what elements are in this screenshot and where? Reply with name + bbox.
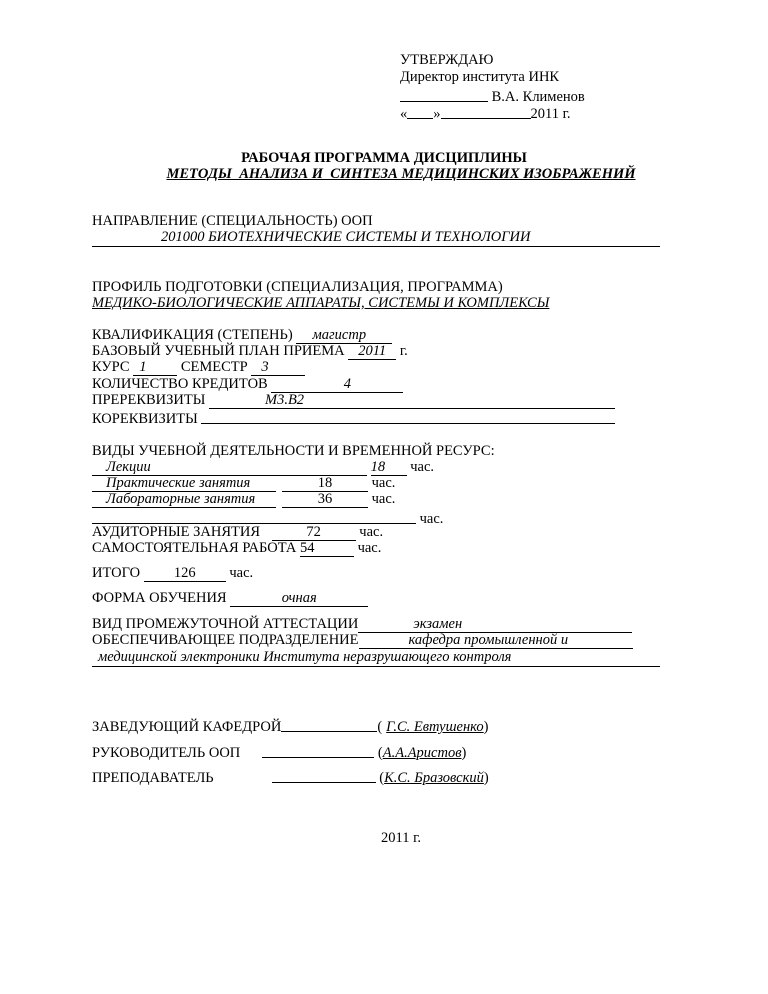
oop-signature-blank <box>262 743 374 758</box>
self-row <box>92 540 381 557</box>
qualification-value: магистр <box>296 328 392 344</box>
attestation-row <box>92 616 632 633</box>
classroom-row <box>92 524 383 541</box>
direction-value: 201000 БИОТЕХНИЧЕСКИЕ СИСТЕМЫ И ТЕХНОЛОГИИ <box>92 229 660 247</box>
footer-year: 2011 г. <box>380 830 422 846</box>
course-label: КУРС <box>92 359 130 375</box>
lab-label: Лабораторные занятия <box>92 492 276 508</box>
attestation-label: ВИД ПРОМЕЖУТОЧНОЙ АТТЕСТАЦИИ <box>92 616 359 632</box>
discipline-title: МЕТОДЫ АНАЛИЗА И СИНТЕЗА МЕДИЦИНСКИХ ИЗОБРАЖЕНИЙ <box>166 166 636 182</box>
classroom-label: АУДИТОРНЫЕ ЗАНЯТИЯ <box>92 524 261 540</box>
qualification-label: КВАЛИФИКАЦИЯ (СТЕПЕНЬ) <box>92 327 293 343</box>
department-label: ОБЕСПЕЧИВАЮЩЕЕ ПОДРАЗДЕЛЕНИЕ <box>92 632 359 648</box>
teacher-label: ПРЕПОДАВАТЕЛЬ <box>92 770 214 786</box>
total-row <box>92 565 253 582</box>
course-value: 1 <box>133 360 177 376</box>
form-row <box>92 590 368 607</box>
document-title: РАБОЧАЯ ПРОГРАММА ДИСЦИПЛИНЫ <box>241 150 527 166</box>
approval-date-line <box>400 103 571 123</box>
oop-label: РУКОВОДИТЕЛЬ ООП <box>92 745 241 761</box>
self-label: САМОСТОЯТЕЛЬНАЯ РАБОТА <box>92 540 297 556</box>
qualification-row <box>92 327 392 344</box>
lab-value: 36 <box>282 492 368 508</box>
signature-blank <box>400 87 488 102</box>
extra-unit: час. <box>419 511 444 527</box>
prereq-label: ПРЕРЕКВИЗИТЫ <box>92 392 206 408</box>
head-signature-blank <box>281 717 377 732</box>
credits-label: КОЛИЧЕСТВО КРЕДИТОВ <box>92 376 268 392</box>
oop-name: А.А.Аристов <box>382 745 462 761</box>
attestation-value: экзамен <box>358 617 632 633</box>
course-row <box>92 359 305 376</box>
prereq-value: М3.В2 <box>209 393 615 409</box>
lectures-label: Лекции <box>92 460 367 476</box>
total-label: ИТОГО <box>92 565 141 581</box>
classroom-value: 72 <box>272 525 356 541</box>
head-row: ЗАВЕДУЮЩИЙ КАФЕДРОЙ ( Г.С. Евтушенко) <box>92 719 489 735</box>
form-value: очная <box>230 591 368 607</box>
quote-close: » <box>433 106 441 122</box>
lectures-value: 18 <box>371 460 407 476</box>
profile-value: МЕДИКО-БИОЛОГИЧЕСКИЕ АППАРАТЫ, СИСТЕМЫ И КОМПЛЕКСЫ <box>92 295 550 311</box>
day-blank <box>407 104 433 119</box>
classroom-unit: час. <box>359 524 384 540</box>
practice-value: 18 <box>282 476 368 492</box>
coreq-label: КОРЕКВИЗИТЫ <box>92 411 198 427</box>
total-unit: час. <box>229 565 254 581</box>
lab-row <box>92 491 395 508</box>
profile-label: ПРОФИЛЬ ПОДГОТОВКИ (СПЕЦИАЛИЗАЦИЯ, ПРОГРАММА) <box>92 279 503 295</box>
practice-row <box>92 475 395 492</box>
head-name: Г.С. Евтушенко <box>386 719 484 735</box>
plan-value: 2011 <box>348 344 396 360</box>
form-label: ФОРМА ОБУЧЕНИЯ <box>92 590 227 606</box>
extra-blank <box>92 509 416 524</box>
approval-signer: В.А. Клименов <box>491 89 585 105</box>
quote-open: « <box>400 106 408 122</box>
lab-unit: час. <box>371 491 396 507</box>
self-unit: час. <box>357 540 382 556</box>
activities-label: ВИДЫ УЧЕБНОЙ ДЕЯТЕЛЬНОСТИ И ВРЕМЕННОЙ РЕСУРС: <box>92 443 495 459</box>
total-value: 126 <box>144 566 226 582</box>
department-value-1: кафедра промышленной и <box>359 633 633 649</box>
plan-suffix: г. <box>399 343 408 359</box>
lectures-row <box>92 459 434 476</box>
coreq-blank <box>201 409 615 424</box>
coreq-row <box>92 408 615 428</box>
approval-position: Директор института ИНК <box>400 69 560 85</box>
semester-value: 3 <box>251 360 305 376</box>
teacher-name: К.С. Бразовский <box>384 770 484 786</box>
department-row <box>92 632 633 649</box>
oop-row: РУКОВОДИТЕЛЬ ООП (А.А.Аристов) <box>92 745 467 761</box>
month-blank <box>441 104 531 119</box>
teacher-signature-blank <box>272 768 376 783</box>
lectures-unit: час. <box>410 459 435 475</box>
plan-row <box>92 343 408 360</box>
prereq-row <box>92 392 615 409</box>
practice-label: Практические занятия <box>92 476 276 492</box>
self-value: 54 <box>300 541 354 557</box>
plan-label: БАЗОВЫЙ УЧЕБНЫЙ ПЛАН ПРИЕМА <box>92 343 345 359</box>
teacher-row: ПРЕПОДАВАТЕЛЬ (К.С. Бразовский) <box>92 770 489 786</box>
credits-row <box>92 376 403 393</box>
department-value-2: медицинской электроники Института неразрушающего контроля <box>92 649 660 667</box>
practice-unit: час. <box>371 475 396 491</box>
direction-label: НАПРАВЛЕНИЕ (СПЕЦИАЛЬНОСТЬ) ООП <box>92 213 373 229</box>
approval-year: 2011 г. <box>530 106 571 122</box>
head-label: ЗАВЕДУЮЩИЙ КАФЕДРОЙ <box>92 719 282 735</box>
approval-title: УТВЕРЖДАЮ <box>400 52 494 68</box>
semester-label: СЕМЕСТР <box>180 359 248 375</box>
credits-value: 4 <box>271 377 403 393</box>
